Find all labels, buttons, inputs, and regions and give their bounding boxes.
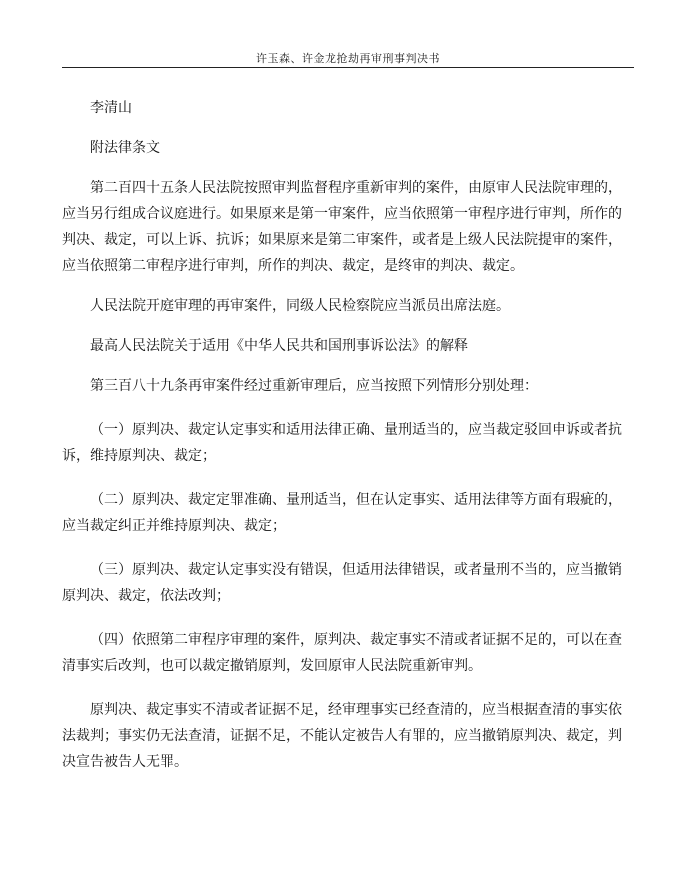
- clause-4-paragraph: （四）依照第二审程序审理的案件，原判决、裁定事实不清或者证据不足的，可以在查清事实后改判，也可以裁定撤销原判，发回原审人民法院重新审判。: [62, 632, 622, 674]
- signatory-name: 李清山: [90, 100, 132, 116]
- closing-paragraph: 原判决、裁定事实不清或者证据不足，经审理事实已经查清的，应当根据查清的事实依法裁判；事实仍无法查清，证据不足，不能认定被告人有罪的，应当撤销原判决、裁定，判决宣告被告人无罪。: [62, 702, 622, 770]
- document-body: [62, 95, 634, 788]
- document-title: 许玉森、许金龙抢劫再审刑事判决书: [256, 52, 440, 65]
- clause-1-paragraph: （一）原判决、裁定认定事实和适用法律正确、量刑适当的，应当裁定驳回申诉或者抗诉，维持原判决、裁定；: [62, 422, 622, 464]
- article-389-paragraph: 第三百八十九条再审案件经过重新审理后，应当按照下列情形分别处理：: [90, 378, 538, 394]
- article-245-second-paragraph: 人民法院开庭审理的再审案件，同级人民检察院应当派员出席法庭。: [90, 298, 510, 314]
- interpretation-heading: 最高人民法院关于适用《中华人民共和国刑事诉讼法》的解释: [90, 338, 468, 354]
- clause-2-paragraph: （二）原判决、裁定定罪准确、量刑适当，但在认定事实、适用法律等方面有瑕疵的，应当裁定纠正并维持原判决、裁定；: [62, 492, 622, 534]
- page-header: [62, 0, 634, 68]
- clause-3-paragraph: （三）原判决、裁定认定事实没有错误，但适用法律错误，或者量刑不当的，应当撤销原判决、裁定，依法改判；: [62, 562, 622, 604]
- article-245-paragraph: 第二百四十五条人民法院按照审判监督程序重新审判的案件，由原审人民法院审理的，应当另行组成合议庭进行。如果原来是第一审案件，应当依照第一审程序进行审判，所作的判决、裁定，可以上诉、抗诉；如果原来是第二审案件，或者是上级人民法院提审的案件，应当依照第二审程序进行审判，所作的判决、裁定，是终审的判决、裁定。: [62, 180, 622, 274]
- appendix-heading: 附法律条文: [90, 140, 160, 156]
